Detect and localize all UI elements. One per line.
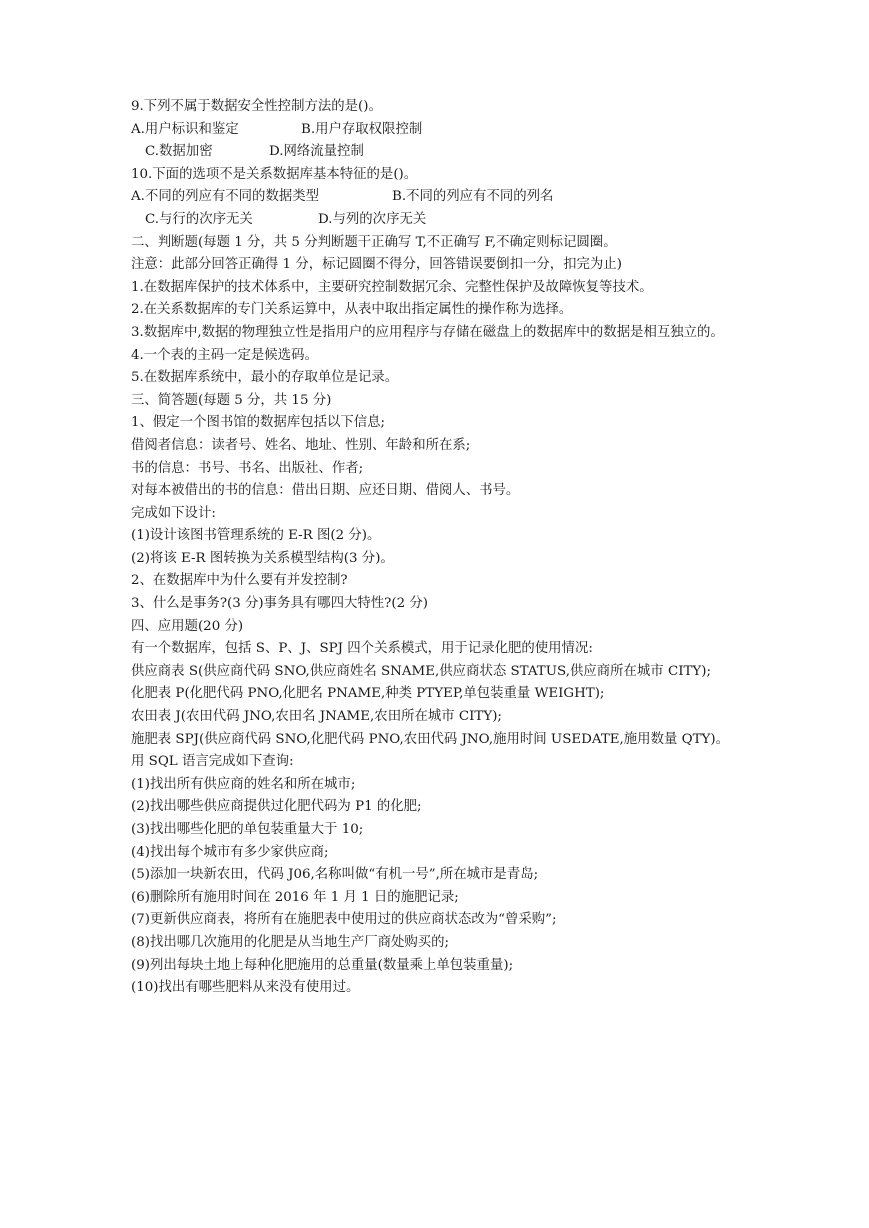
q10-options-row-2: [131, 209, 746, 232]
q9-stem: 9.下列不属于数据安全性控制方法的是()。: [131, 99, 382, 114]
short-q3: 3、什么是事务?(3 分)事务具有哪四大特性?(2 分): [131, 596, 428, 612]
query-1: (1)找出所有供应商的姓名和所在城市;: [131, 776, 356, 792]
q10-option-d: D.与列的次序无关: [318, 211, 427, 227]
table-s: 供应商表 S(供应商代码 SNO,供应商姓名 SNAME,供应商状态 STATUS,供应商所在城市 CITY);: [131, 663, 711, 679]
query-4: (4)找出每个城市有多少家供应商;: [131, 844, 329, 860]
q9-option-b: B.用户存取权限控制: [301, 121, 423, 137]
short-q2: 2、在数据库中为什么要有并发控制?: [131, 573, 348, 589]
q10-option-b: B.不同的列应有不同的列名: [392, 189, 554, 205]
q9-option-c: C.数据加密: [145, 144, 213, 160]
judge-item-1: 1.在数据库保护的技术体系中，主要研究控制数据冗余、完整性保护及故障恢复等技术。: [131, 279, 653, 295]
section2-note: 注意：此部分回答正确得 1 分，标记圆圈不得分，回答错误要倒扣一分，扣完为止): [131, 257, 622, 273]
q9-options-row-2: [131, 141, 746, 164]
short-q1-part-1: (1)设计该图书管理系统的 E-R 图(2 分)。: [131, 528, 381, 544]
query-2: (2)找出哪些供应商提供过化肥代码为 P1 的化肥;: [131, 799, 422, 815]
table-spj: 施肥表 SPJ(供应商代码 SNO,化肥代码 PNO,农田代码 JNO,施用时间 USEDATE,施用数量 QTY)。: [131, 731, 729, 747]
query-6: (6)删除所有施用时间在 2016 年 1 月 1 日的施肥记录;: [131, 889, 459, 905]
app-task: 用 SQL 语言完成如下查询:: [131, 754, 294, 770]
table-j: 农田表 J(农田代码 JNO,农田名 JNAME,农田所在城市 CITY);: [131, 709, 502, 725]
judge-item-4: 4.一个表的主码一定是候选码。: [131, 347, 318, 363]
query-10: (10)找出有哪些肥料从来没有使用过。: [131, 980, 360, 996]
query-8: (8)找出哪几次施用的化肥是从当地生产厂商处购买的;: [131, 934, 450, 950]
section4-heading: 四、应用题(20 分): [131, 618, 244, 634]
short-q1-task: 完成如下设计:: [131, 505, 216, 521]
judge-item-5: 5.在数据库系统中，最小的存取单位是记录。: [131, 370, 399, 386]
query-5: (5)添加一块新农田，代码 J06,名称叫做“有机一号”,所在城市是青岛;: [131, 867, 539, 883]
q9-option-d: D.网络流量控制: [269, 144, 364, 160]
query-7: (7)更新供应商表，将所有在施肥表中使用过的供应商状态改为“曾采购”;: [131, 912, 557, 928]
judge-item-3: 3.数据库中,数据的物理独立性是指用户的应用程序与存储在磁盘上的数据库中的数据是相互独立的。: [131, 324, 724, 340]
q9-option-a: A.用户标识和鉴定: [131, 121, 239, 137]
query-3: (3)找出哪些化肥的单包装重量大于 10;: [131, 822, 364, 837]
short-q1-info-loan: 对每本被借出的书的信息：借出日期、应还日期、借阅人、书号。: [131, 483, 520, 499]
q10-stem: 10.下面的选项不是关系数据库基本特征的是()。: [131, 166, 418, 182]
judge-item-2: 2.在关系数据库的专门关系运算中，从表中取出指定属性的操作称为选择。: [131, 302, 573, 318]
q10-option-c: C.与行的次序无关: [145, 211, 253, 227]
short-q1-intro: 1、假定一个图书馆的数据库包括以下信息;: [131, 415, 386, 431]
short-q1-info-borrower: 借阅者信息：读者号、姓名、地址、性别、年龄和所在系;: [131, 437, 471, 453]
table-p: 化肥表 P(化肥代码 PNO,化肥名 PNAME,种类 PTYEP,单包装重量 WEIGHT);: [131, 686, 605, 702]
q10-options-row-1: [131, 186, 746, 209]
section2-heading: 二、判断题(每题 1 分，共 5 分判断题干正确写 T,不正确写 F,不确定则标记圆圈。: [131, 234, 617, 250]
q9-options-row-1: [131, 119, 746, 142]
section3-heading: 三、简答题(每题 5 分，共 15 分): [131, 392, 332, 408]
query-9: (9)列出每块土地上每种化肥施用的总重量(数量乘上单包装重量);: [131, 957, 514, 973]
short-q1-part-2: (2)将该 E-R 图转换为关系模型结构(3 分)。: [131, 550, 394, 566]
short-q1-info-book: 书的信息：书号、书名、出版社、作者;: [131, 460, 364, 476]
q10-option-a: A.不同的列应有不同的数据类型: [131, 189, 320, 205]
exam-content: [131, 96, 746, 1000]
app-intro: 有一个数据库，包括 S、P、J、SPJ 四个关系模式，用于记录化肥的使用情况:: [131, 641, 593, 657]
